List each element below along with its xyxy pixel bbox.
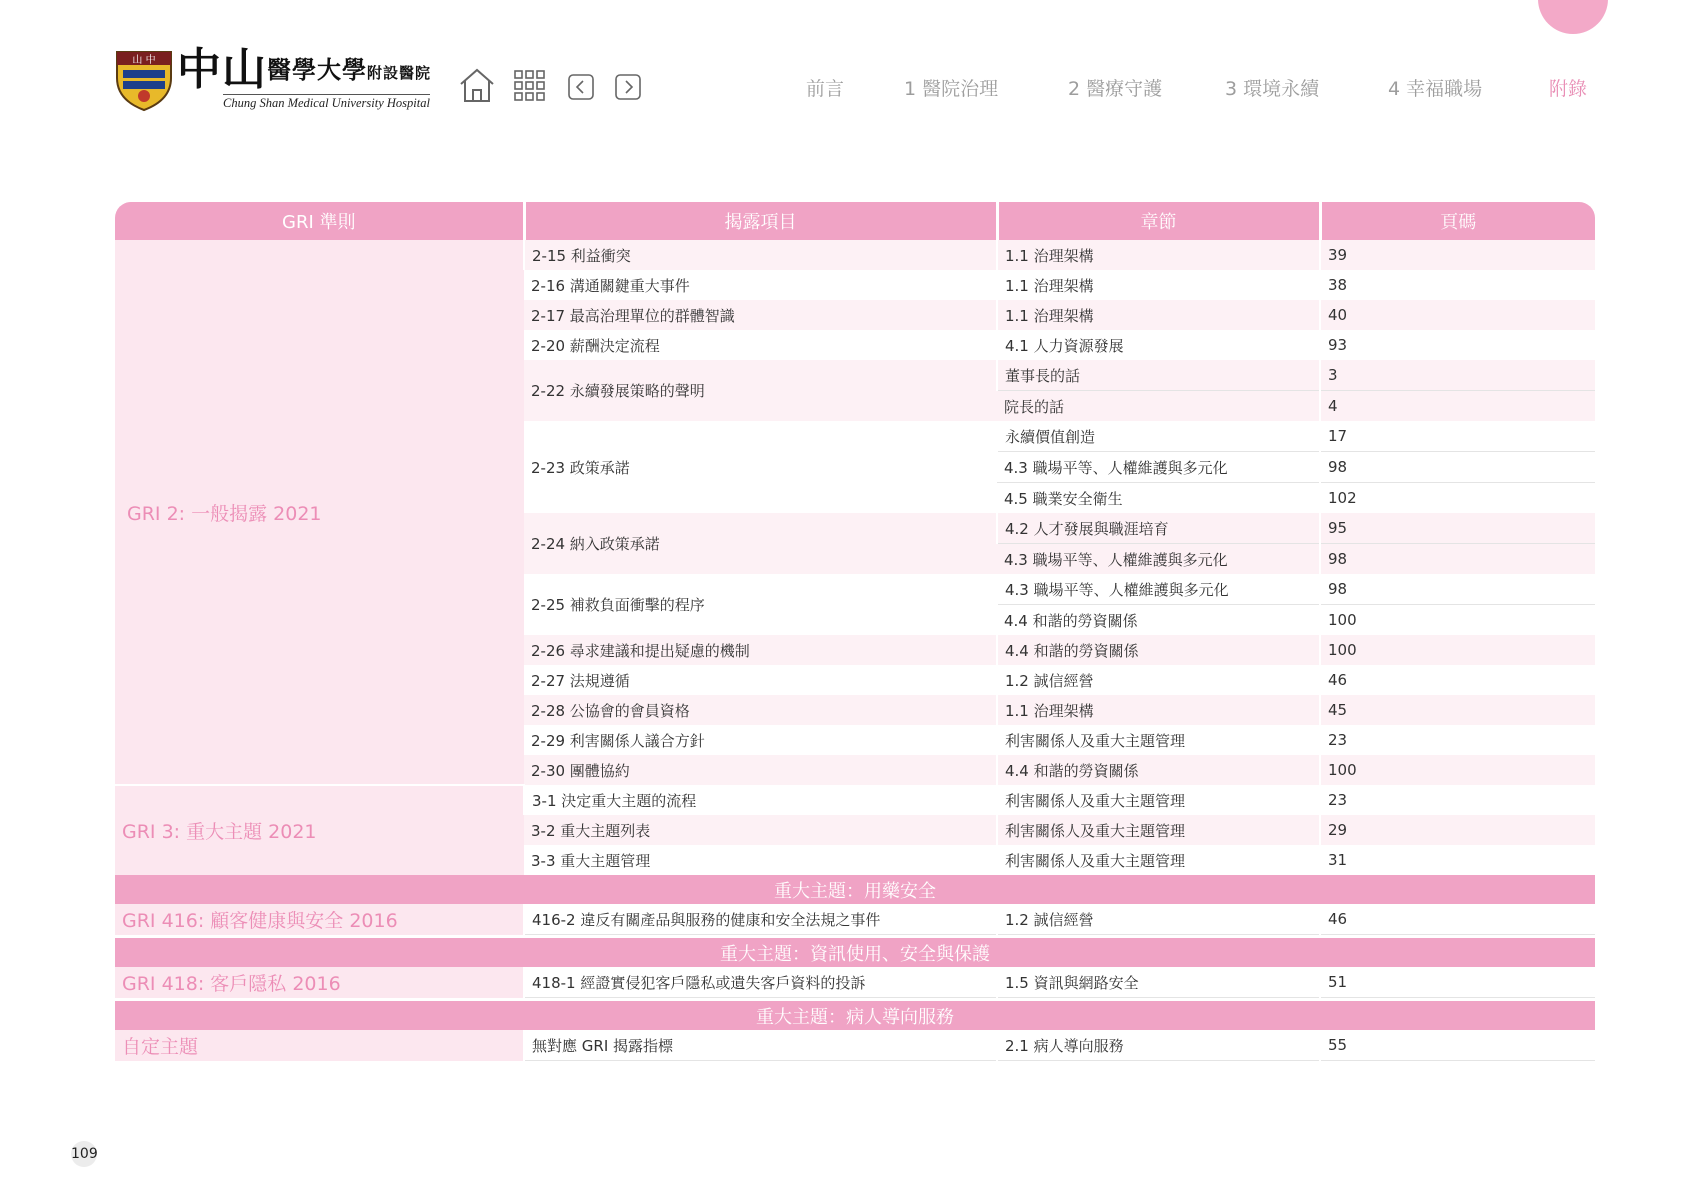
chapter-cell: 利害關係人及重大主題管理 (997, 845, 1320, 875)
page-cell: 95 (1320, 513, 1595, 544)
nav-governance[interactable]: 1 醫院治理 (904, 78, 999, 100)
page-cell: 23 (1320, 785, 1595, 815)
chapter-cell: 4.5 職業安全衛生 (997, 483, 1320, 514)
chapter-cell: 4.2 人才發展與職涯培育 (997, 513, 1320, 544)
material-topic-title: 重大主題：資訊使用、安全與保護 (115, 938, 1595, 967)
disclosure-item: 2-15 利益衝突 (524, 240, 997, 270)
page-cell: 17 (1320, 421, 1595, 452)
chapter-cell: 4.3 職場平等、人權維護與多元化 (997, 544, 1320, 575)
page-cell: 46 (1320, 904, 1595, 935)
disclosure-item: 2-16 溝通關鍵重大事件 (524, 270, 997, 300)
nav-preface[interactable]: 前言 (806, 78, 845, 100)
header-gri-standard: GRI 準則 (115, 202, 524, 240)
disclosure-item: 2-28 公協會的會員資格 (524, 695, 997, 725)
chapter-cell: 4.3 職場平等、人權維護與多元化 (997, 574, 1320, 605)
table-row (115, 240, 1595, 270)
logo-english-name: Chung Shan Medical University Hospital (223, 96, 430, 110)
header-chapter: 章節 (997, 202, 1320, 240)
disclosure-item: 2-22 永續發展策略的聲明 (524, 360, 997, 421)
disclosure-item: 無對應 GRI 揭露指標 (524, 1030, 997, 1061)
disclosure-item: 2-25 補救負面衝擊的程序 (524, 574, 997, 635)
page-cell: 23 (1320, 725, 1595, 755)
page-cell: 98 (1320, 574, 1595, 605)
page-cell: 98 (1320, 544, 1595, 575)
disclosure-item: 3-3 重大主題管理 (524, 845, 997, 875)
table-row (115, 904, 1595, 935)
page-cell: 100 (1320, 755, 1595, 785)
disclosure-item: 2-24 納入政策承諾 (524, 513, 997, 574)
page-cell: 46 (1320, 665, 1595, 695)
chapter-cell: 利害關係人及重大主題管理 (997, 725, 1320, 755)
header-disclosure: 揭露項目 (524, 202, 997, 240)
gri-standard-label: 自定主題 (115, 1030, 524, 1061)
gri-index-table (115, 202, 1595, 1061)
chapter-cell: 1.1 治理架構 (997, 300, 1320, 330)
nav-appendix[interactable]: 附錄 (1549, 78, 1588, 100)
page-cell: 40 (1320, 300, 1595, 330)
table-row (115, 785, 1595, 815)
chapter-cell: 4.4 和諧的勞資關係 (997, 755, 1320, 785)
page-cell: 93 (1320, 330, 1595, 360)
page-cell: 51 (1320, 967, 1595, 998)
page-cell: 98 (1320, 452, 1595, 483)
material-topic-header (115, 938, 1595, 967)
chapter-cell: 4.1 人力資源發展 (997, 330, 1320, 360)
chapter-cell: 1.1 治理架構 (997, 270, 1320, 300)
chapter-cell: 4.4 和諧的勞資關係 (997, 605, 1320, 636)
disclosure-item: 416-2 違反有關產品與服務的健康和安全法規之事件 (524, 904, 997, 935)
chapter-cell: 4.4 和諧的勞資關係 (997, 635, 1320, 665)
disclosure-item: 2-29 利害關係人議合方針 (524, 725, 997, 755)
gri-standard-label: GRI 416: 顧客健康與安全 2016 (115, 904, 524, 935)
page-cell: 4 (1320, 391, 1595, 422)
chapter-cell: 2.1 病人導向服務 (997, 1030, 1320, 1061)
nav-workplace[interactable]: 4 幸福職場 (1388, 78, 1483, 100)
disclosure-item: 2-23 政策承諾 (524, 421, 997, 513)
chapter-cell: 利害關係人及重大主題管理 (997, 785, 1320, 815)
chapter-cell: 董事長的話 (997, 360, 1320, 391)
chapter-cell: 1.2 誠信經營 (997, 665, 1320, 695)
disclosure-item: 2-26 尋求建議和提出疑慮的機制 (524, 635, 997, 665)
disclosure-item: 3-2 重大主題列表 (524, 815, 997, 845)
gri-standard-label: GRI 2: 一般揭露 2021 (115, 240, 524, 785)
material-topic-title: 重大主題：用藥安全 (115, 875, 1595, 904)
page-cell: 39 (1320, 240, 1595, 270)
disclosure-item: 2-17 最高治理單位的群體智識 (524, 300, 997, 330)
disclosure-item: 2-27 法規遵循 (524, 665, 997, 695)
nav-environment[interactable]: 3 環境永續 (1225, 78, 1320, 100)
chapter-cell: 1.1 治理架構 (997, 240, 1320, 270)
material-topic-header (115, 1001, 1595, 1030)
corner-decoration (1538, 0, 1608, 34)
material-topic-header (115, 875, 1595, 904)
chapter-cell: 1.1 治理架構 (997, 695, 1320, 725)
page-cell: 102 (1320, 483, 1595, 514)
chapter-nav (0, 74, 1697, 104)
page-number: 109 (71, 1141, 97, 1167)
chapter-cell: 利害關係人及重大主題管理 (997, 815, 1320, 845)
disclosure-item: 3-1 決定重大主題的流程 (524, 785, 997, 815)
page-cell: 31 (1320, 845, 1595, 875)
chapter-cell: 1.2 誠信經營 (997, 904, 1320, 935)
chapter-cell: 4.3 職場平等、人權維護與多元化 (997, 452, 1320, 483)
table-row (115, 967, 1595, 998)
header-page: 頁碼 (1320, 202, 1595, 240)
nav-medical-care[interactable]: 2 醫療守護 (1068, 78, 1163, 100)
table-row (115, 1030, 1595, 1061)
page-cell: 38 (1320, 270, 1595, 300)
page-cell: 100 (1320, 635, 1595, 665)
page-cell: 29 (1320, 815, 1595, 845)
page-cell: 45 (1320, 695, 1595, 725)
page-cell: 100 (1320, 605, 1595, 636)
svg-text:山 中: 山 中 (132, 55, 156, 66)
disclosure-item: 418-1 經證實侵犯客戶隱私或遺失客戶資料的投訴 (524, 967, 997, 998)
page-cell: 55 (1320, 1030, 1595, 1061)
material-topic-title: 重大主題：病人導向服務 (115, 1001, 1595, 1030)
disclosure-item: 2-30 團體協約 (524, 755, 997, 785)
chapter-cell: 院長的話 (997, 391, 1320, 422)
gri-standard-label: GRI 3: 重大主題 2021 (115, 785, 524, 875)
disclosure-item: 2-20 薪酬決定流程 (524, 330, 997, 360)
chapter-cell: 永續價值創造 (997, 421, 1320, 452)
gri-standard-label: GRI 418: 客戶隱私 2016 (115, 967, 524, 998)
page-cell: 3 (1320, 360, 1595, 391)
chapter-cell: 1.5 資訊與網路安全 (997, 967, 1320, 998)
logo-chinese-name: 中山醫學大學附設醫院 (177, 44, 432, 95)
